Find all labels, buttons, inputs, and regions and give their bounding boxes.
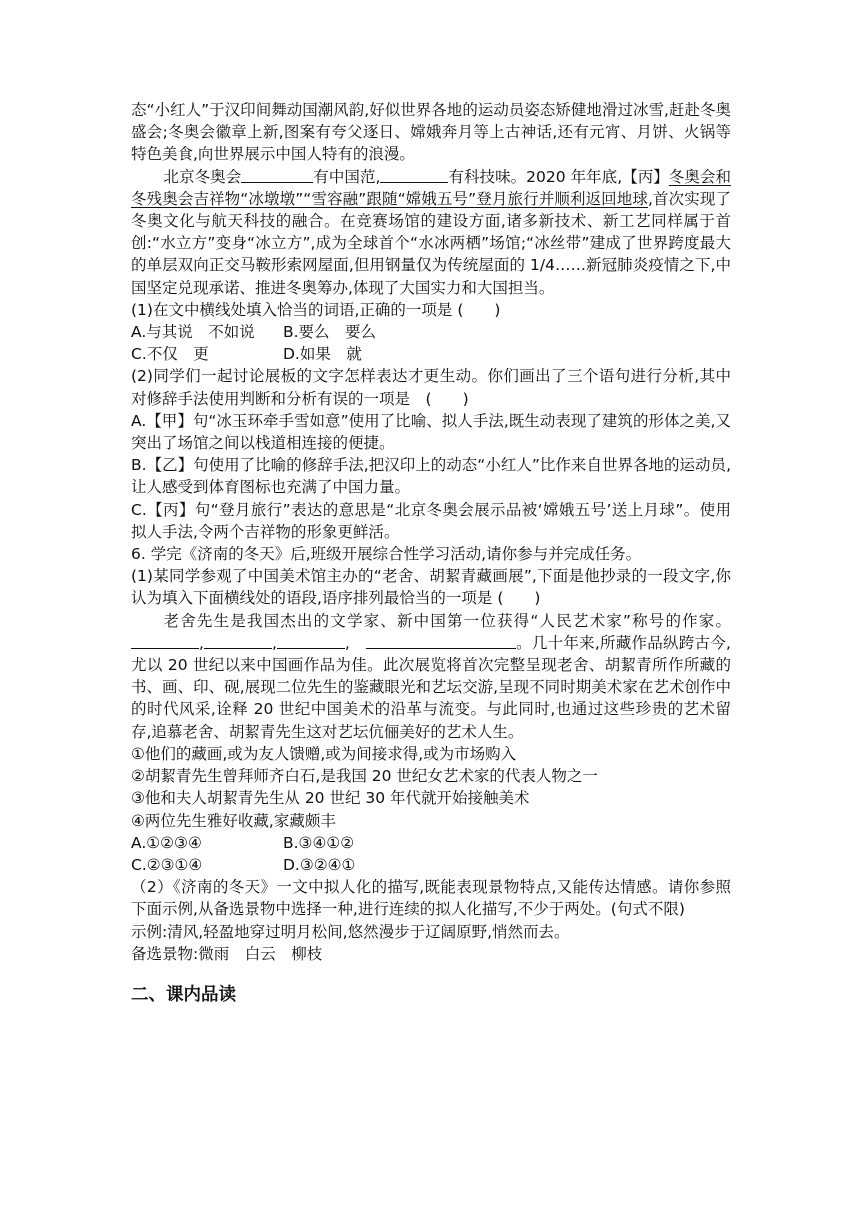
exhibition-passage (131, 610, 731, 743)
question-2-text: (2)同学们一起讨论展板的文字怎样表达才更生动。你们画出了三个语句进行分析,其中对修辞手法使用判断和分析有误的一项是 (131, 367, 731, 408)
option-a[interactable]: A.①②③④ (131, 833, 202, 852)
separator: , (271, 633, 277, 652)
answer-bracket[interactable]: ( ) (457, 300, 501, 319)
question-2-option-c[interactable]: C.【丙】句“登月旅行”表达的意思是“北京冬奥会展示品被‘嫦娥五号’送上月球”。使用拟人手法,令两个吉祥物的形象更鲜活。 (131, 500, 731, 541)
option-a[interactable]: A.与其说 不如说 (131, 323, 255, 342)
answer-blank-1[interactable] (241, 167, 313, 183)
example-sentence: 示例:清风,轻盈地穿过明月松间,悠然漫步于辽阔原野,悄然而去。 (131, 922, 570, 941)
question-6-1-options-ab (131, 832, 731, 854)
question-6-2-stem: （2）《济南的冬天》一文中拟人化的描写,既能表现景物特点,又能传达情感。请你参照下面示例,从备选景物中选择一种,进行连续的拟人化描写,不少于两处。(句式不限) (131, 878, 731, 919)
question-1-options-ab (131, 321, 731, 343)
passage-after: 有科技味。2020 年年底,【丙】 (448, 167, 669, 186)
question-6-1-options-cd (131, 854, 731, 876)
option-b[interactable]: B.③④①② (283, 833, 355, 852)
question-2-stem (131, 365, 731, 409)
option-b[interactable]: B.要么 要么 (283, 323, 377, 342)
answer-bracket[interactable]: ( ) (497, 589, 541, 608)
answer-blank-5[interactable] (277, 633, 345, 649)
question-6-1-text: (1)某同学参观了中国美术馆主办的“老舍、胡絜青藏画展”,下面是他抄录的一段文字,你认为填入下面横线处的语段,语序排列最恰当的一项是 (131, 567, 731, 608)
question-1-text: (1)在文中横线处填入恰当的词语,正确的一项是 (131, 300, 453, 319)
answer-bracket[interactable]: ( ) (425, 389, 469, 408)
option-c[interactable]: C.不仅 更 (131, 345, 209, 364)
answer-blank-4[interactable] (204, 633, 272, 649)
exhibition-rest: 。几十年来,所藏作品纵跨古今,尤以 20 世纪以来中国画作品为佳。此次展览将首次完整呈现老舍、胡絜青所作所藏的书、画、印、砚,展现二位先生的鉴藏眼光和艺坛交游,呈现不同时期美术家在艺术创作中的时代风采,诠释 20 世纪中国美术的沿革与流变。与此同时,也通过这些珍贵的艺术留存,追慕老舍、胡絜青先生这对艺坛伉俪美好的艺术人生。 (131, 633, 731, 741)
sentence-item-3: ③他和夫人胡絜青先生从 20 世纪 30 年代就开始接触美术 (131, 789, 530, 808)
passage-rest: ,首次实现了冬奥文化与航天科技的融合。在竞赛场馆的建设方面,诸多新技术、新工艺同样属于首创:“水立方”变身“冰立方”,成为全球首个“水冰两栖”场馆;“冰丝带”建成了世界跨度最大的单层双向正交马鞍形索网屋面,但用钢量仅为传统屋面的 1/4……新冠肺炎疫情之下,中国坚定兑现承诺、推进冬奥筹办,体现了大国实力和大国担当。 (131, 189, 731, 297)
option-c[interactable]: C.②③①④ (131, 855, 203, 874)
separator: , (199, 633, 204, 652)
sentence-item-2: ②胡絜青先生曾拜师齐白石,是我国 20 世纪女艺术家的代表人物之一 (131, 767, 598, 786)
passage-mid: 有中国范, (313, 167, 381, 186)
option-d[interactable]: D.如果 就 (283, 345, 362, 364)
intro-paragraph: 态“小红人”于汉印间舞动国潮风韵,好似世界各地的运动员姿态矫健地滑过冰雪,赶赴冬奥盛会;冬奥会徽章上新,图案有夸父逐日、嫦娥奔月等上古神话,还有元宵、月饼、火锅等特色美食,向世界展示中国人特有的浪漫。 (131, 101, 731, 164)
question-1-stem (131, 299, 731, 321)
question-6-title: 6. 学完《济南的冬天》后,班级开展综合性学习活动,请你参与并完成任务。 (131, 545, 642, 564)
exhibition-start: 老舍先生是我国杰出的文学家、新中国第一位获得“人民艺术家”称号的作家。 (163, 611, 731, 630)
option-d[interactable]: D.③②④① (283, 855, 356, 874)
question-1-options-cd (131, 343, 731, 365)
answer-blank-3[interactable] (131, 633, 199, 649)
sentence-item-1: ①他们的藏画,或为友人馈赠,或为间接求得,或为市场购入 (131, 744, 517, 763)
candidate-scenery: 备选景物:微雨 白云 柳枝 (131, 944, 323, 963)
passage-paragraph (131, 166, 731, 299)
answer-blank-6[interactable] (366, 633, 516, 649)
passage-start: 北京冬奥会 (163, 167, 242, 186)
question-2-option-a[interactable]: A.【甲】句“冰玉环牵手雪如意”使用了比喻、拟人手法,既生动表现了建筑的形体之美,又突出了场馆之间以栈道相连接的便捷。 (131, 411, 731, 453)
sentence-item-4: ④两位先生雅好收藏,家藏颇丰 (131, 811, 336, 830)
answer-blank-2[interactable] (380, 167, 448, 183)
question-6-1-stem (131, 565, 731, 609)
separator: , (344, 633, 350, 652)
passage-underlined-sentence: 冬奥会和冬残奥会吉祥物“冰墩墩”“雪容融”跟随“嫦娥五号”登月旅行并顺利返回地球 (131, 167, 731, 208)
document-page (131, 99, 731, 1007)
section-heading: 二、课内品读 (131, 984, 236, 1005)
question-2-option-b[interactable]: B.【乙】句使用了比喻的修辞手法,把汉印上的动态“小红人”比作来自世界各地的运动员,让人感受到体育图标也充满了中国力量。 (131, 456, 731, 497)
